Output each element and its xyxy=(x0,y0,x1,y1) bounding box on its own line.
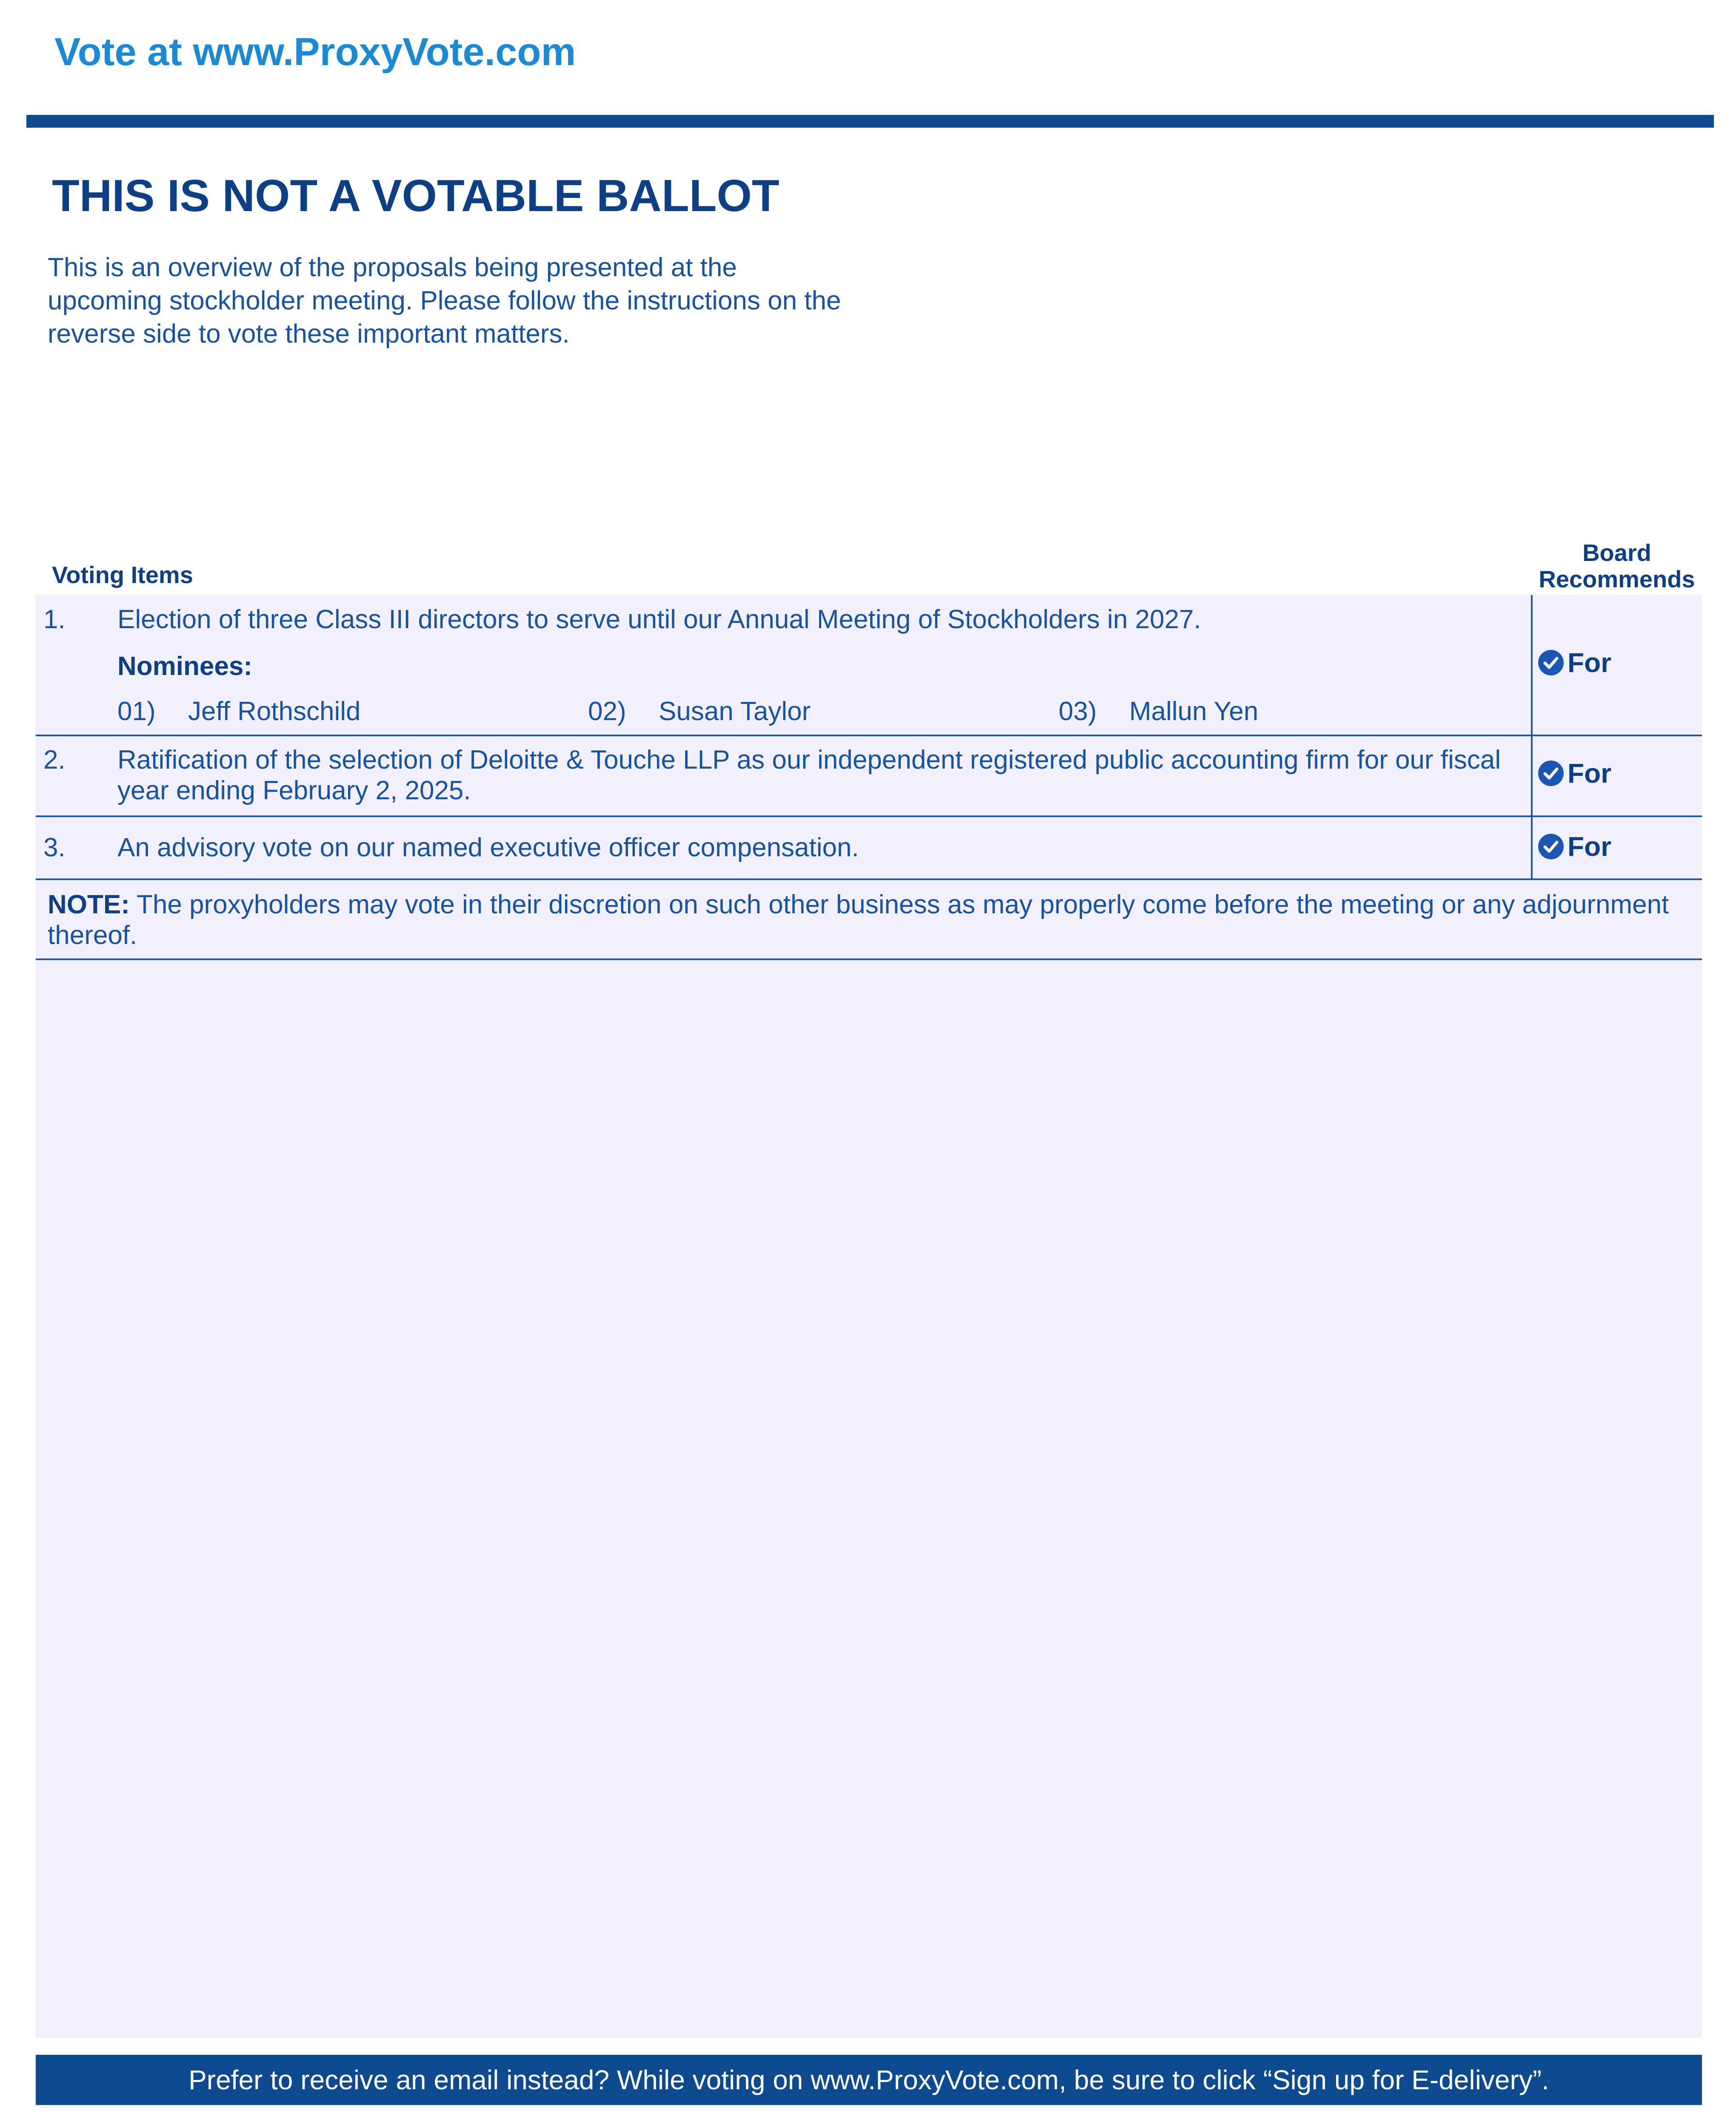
nominee-name: Jeff Rothschild xyxy=(188,697,361,726)
recommendation-value: For xyxy=(1568,758,1612,789)
top-divider-bar xyxy=(26,115,1714,128)
column-header-board-recommends: Board Recommends xyxy=(1539,539,1695,592)
nominee-name: Susan Taylor xyxy=(659,697,811,726)
item-text: Ratification of the selection of Deloitte & Touche LLP as our independent registered public accounting firm for our fiscal year ending February 2, 2025. xyxy=(117,745,1501,805)
nominee-number: 01) xyxy=(117,697,156,726)
note-label: NOTE: xyxy=(48,890,130,919)
column-header-voting-items: Voting Items xyxy=(52,561,193,588)
note-paragraph xyxy=(48,890,1673,951)
row-divider xyxy=(36,878,1702,880)
nominee-number: 02) xyxy=(588,697,626,726)
recommendation-value: For xyxy=(1568,647,1612,678)
e-delivery-text: Prefer to receive an email instead? While voting on www.ProxyVote.com, be sure to click “Sign up for E-delivery”. xyxy=(188,2065,1549,2095)
checkmark-circle-icon xyxy=(1538,760,1564,787)
recommendation-column-divider xyxy=(1531,595,1533,878)
nominee-number: 03) xyxy=(1059,697,1097,726)
board-recommendation xyxy=(1538,758,1611,789)
item-number: 3. xyxy=(43,833,66,862)
item-number: 2. xyxy=(43,745,66,775)
row-divider xyxy=(36,735,1702,736)
e-delivery-banner xyxy=(36,2055,1702,2105)
note-divider xyxy=(36,958,1702,960)
intro-paragraph: This is an overview of the proposals being presented at the upcoming stockholder meeting. Please follow the instructions on the reverse side to vote these important matters. xyxy=(48,253,841,349)
board-recommendation xyxy=(1538,831,1611,862)
nominee-name: Mallun Yen xyxy=(1129,697,1259,726)
board-recommendation xyxy=(1538,647,1611,678)
item-number: 1. xyxy=(43,605,66,634)
vote-at-proxyvote-heading: Vote at www.ProxyVote.com xyxy=(54,30,576,74)
voting-items-panel xyxy=(36,595,1702,2038)
nominees-label: Nominees: xyxy=(117,652,252,681)
recommendation-value: For xyxy=(1568,831,1612,862)
checkmark-circle-icon xyxy=(1538,833,1564,860)
checkmark-circle-icon xyxy=(1538,649,1564,676)
page-title: THIS IS NOT A VOTABLE BALLOT xyxy=(52,171,779,221)
row-divider xyxy=(36,815,1702,817)
item-text: Election of three Class III directors to serve until our Annual Meeting of Stockholders in 2027. xyxy=(117,605,1201,634)
item-text: An advisory vote on our named executive officer compensation. xyxy=(117,833,859,862)
note-text: The proxyholders may vote in their discretion on such other business as may properly come before the meeting or any adjournment thereof. xyxy=(48,890,1669,950)
